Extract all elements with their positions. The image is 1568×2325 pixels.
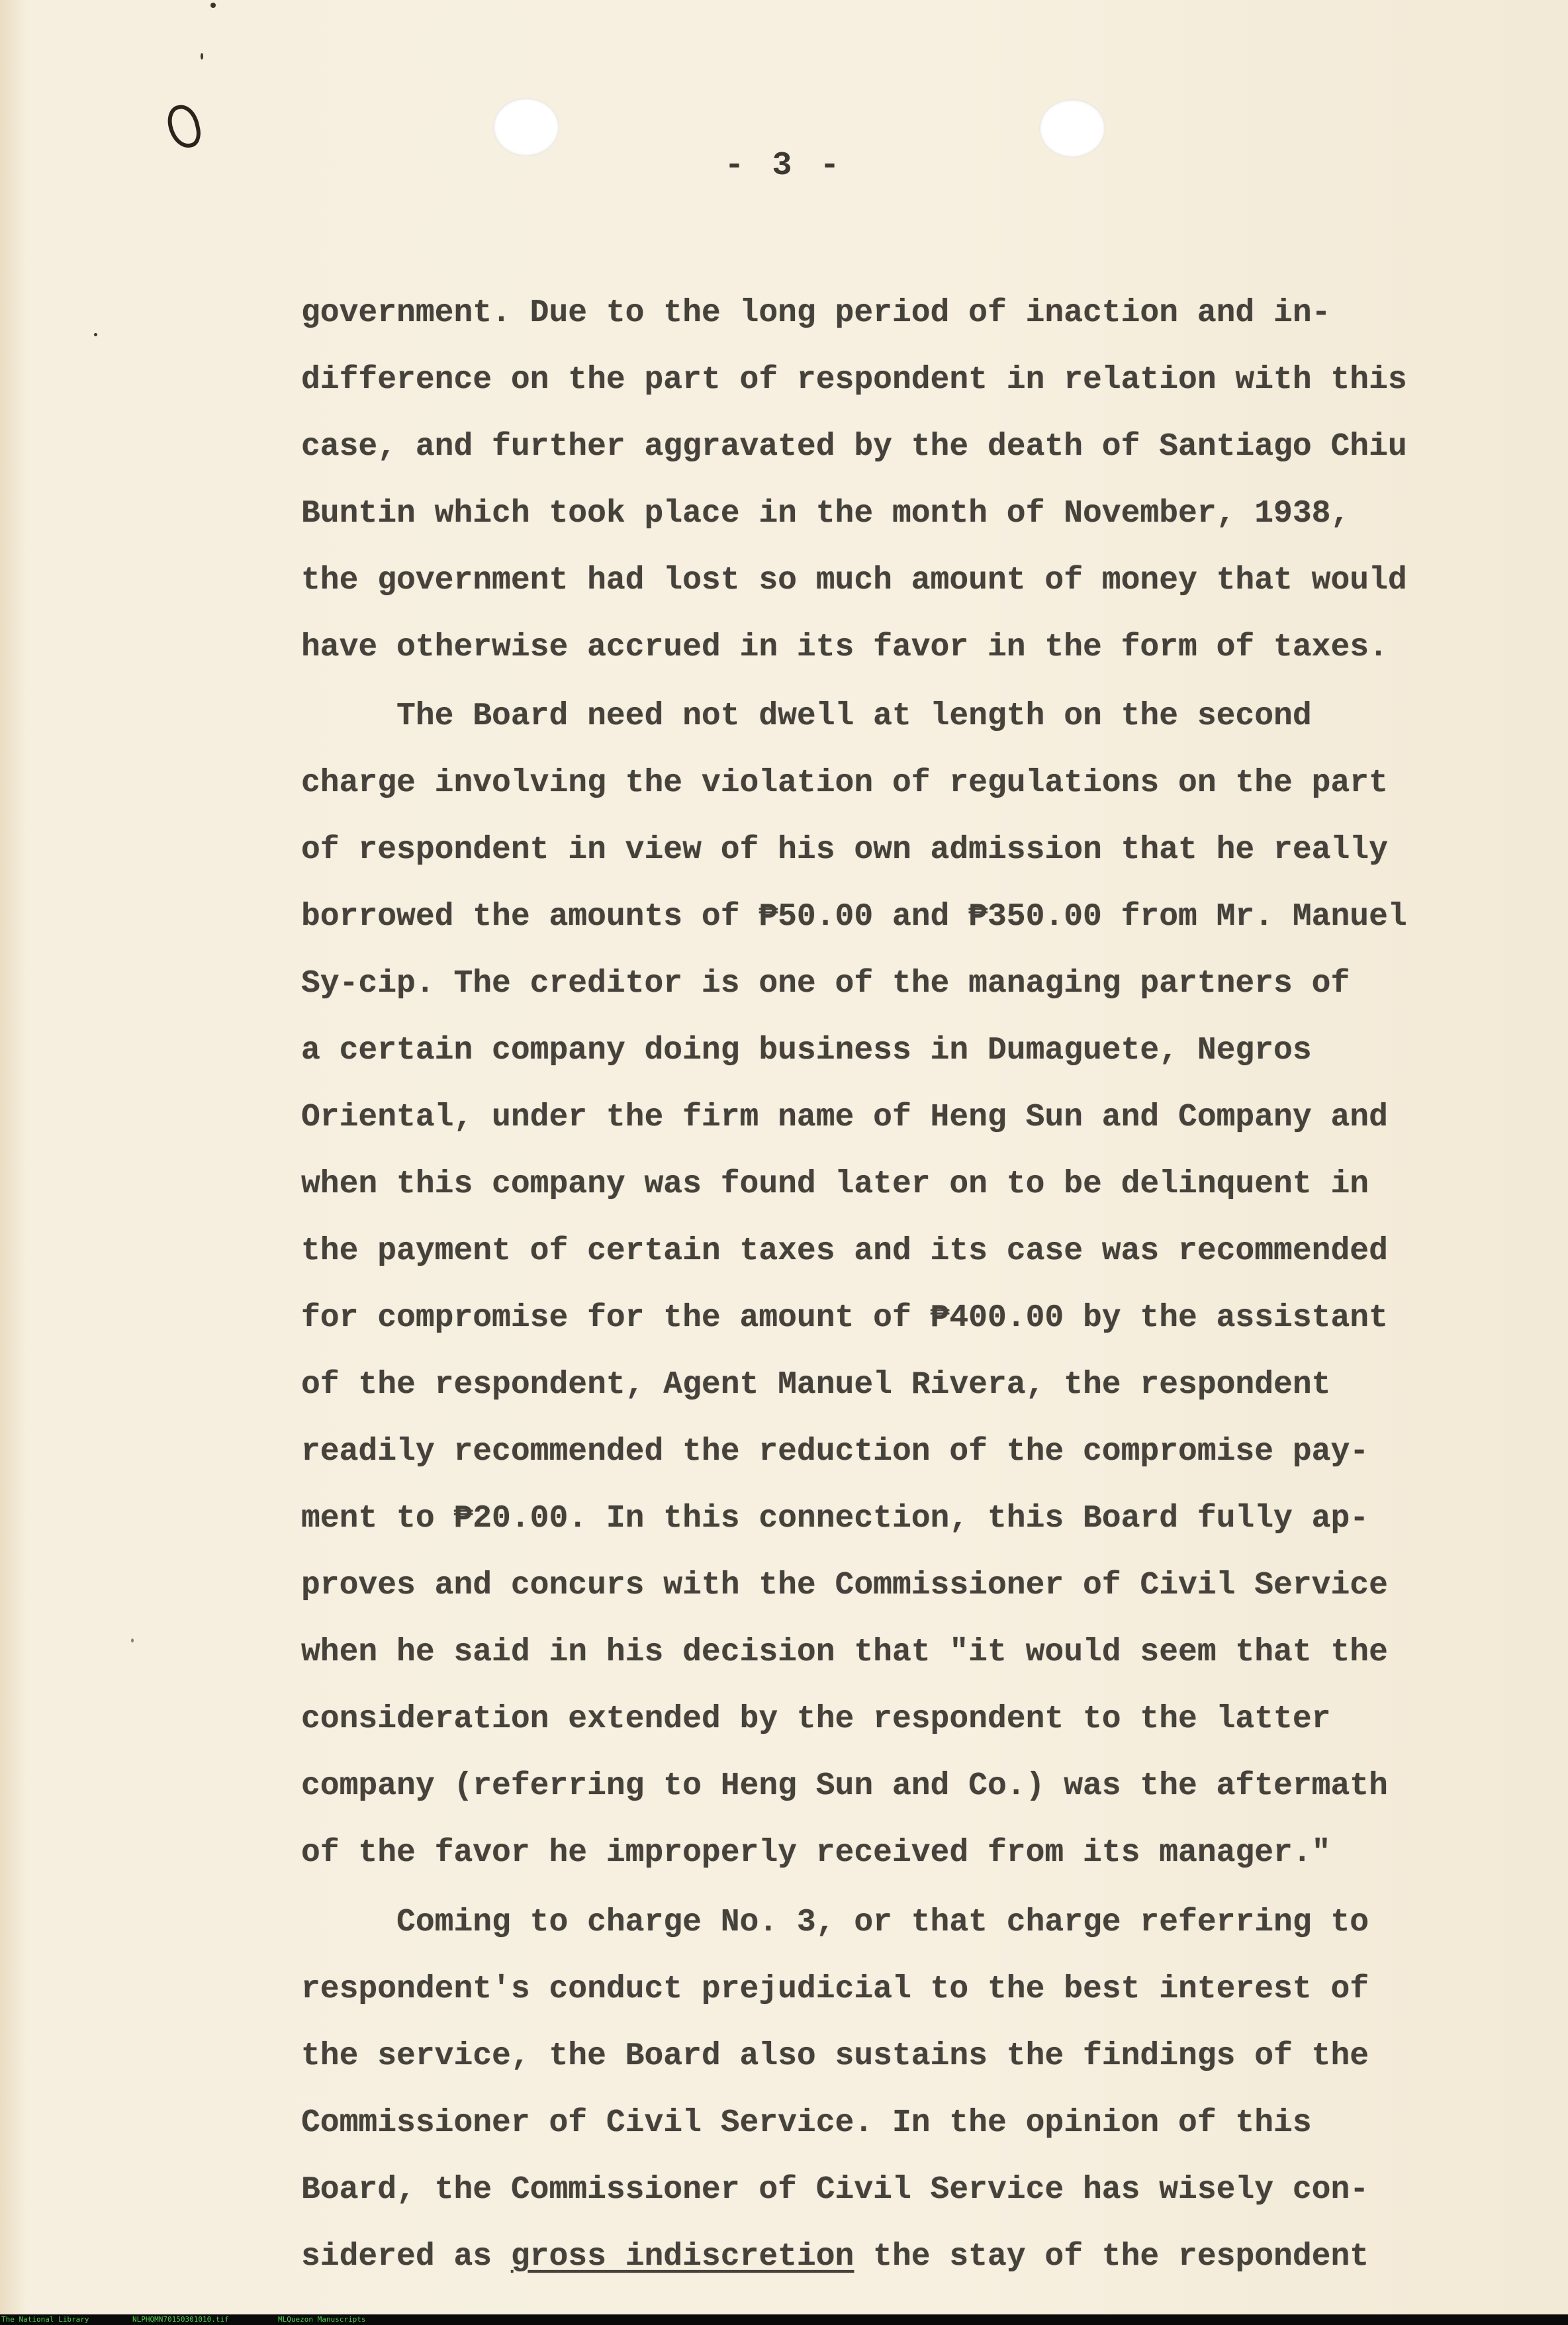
footer-collection: MLQuezon Manuscripts [278, 2315, 366, 2324]
text-line: the payment of certain taxes and its case was recommended [301, 1233, 1388, 1269]
text-line: have otherwise accrued in its favor in the form of taxes. [301, 630, 1388, 665]
text-line: of the respondent, Agent Manuel Rivera, the respondent [301, 1367, 1331, 1403]
text-line: the service, the Board also sustains the findings of the [301, 2038, 1369, 2074]
text-line: difference on the part of respondent in relation with this [301, 362, 1407, 398]
footer-filename: NLPHQMN70150301010.tif [132, 2315, 229, 2324]
paragraph-start-line: The Board need not dwell at length on the second [301, 698, 1312, 734]
ink-speck [131, 1638, 134, 1642]
text-line: government. Due to the long period of inaction and in- [301, 295, 1331, 331]
text-line: when this company was found later on to be delinquent in [301, 1166, 1369, 1202]
text-line: charge involving the violation of regulations on the part [301, 765, 1388, 801]
underlined-phrase: gross indiscretion [510, 2239, 854, 2275]
ink-speck [94, 333, 97, 336]
text-line: of respondent in view of his own admission that he really [301, 832, 1388, 868]
text-line-last [301, 2237, 1369, 2277]
archive-footer [0, 2314, 1568, 2325]
pencil-mark-icon [165, 102, 204, 151]
paragraph-start-line: Coming to charge No. 3, or that charge referring to [301, 1905, 1369, 1940]
text-line: ment to ₱20.00. In this connection, this Board fully ap- [301, 1501, 1369, 1537]
text-line: case, and further aggravated by the death of Santiago Chiu [301, 429, 1407, 465]
text-line: for compromise for the amount of ₱400.00 by the assistant [301, 1300, 1388, 1336]
text-line: company (referring to Heng Sun and Co.) was the aftermath [301, 1768, 1388, 1804]
text-line: proves and concurs with the Commissioner of Civil Service [301, 1568, 1388, 1603]
page-number: - 3 - [724, 147, 844, 185]
text-line: respondent's conduct prejudicial to the best interest of [301, 1971, 1369, 2007]
ink-speck [201, 53, 203, 60]
ink-speck [210, 3, 216, 8]
text-line: Board, the Commissioner of Civil Service has wisely con- [301, 2172, 1369, 2208]
text-line: consideration extended by the respondent to the latter [301, 1701, 1331, 1737]
text-line: readily recommended the reduction of the compromise pay- [301, 1434, 1369, 1470]
text-line: when he said in his decision that "it would seem that the [301, 1635, 1388, 1670]
text-line: borrowed the amounts of ₱50.00 and ₱350.00 from Mr. Manuel [301, 899, 1407, 935]
text-line: Commissioner of Civil Service. In the opinion of this [301, 2105, 1312, 2141]
text-line: Buntin which took place in the month of November, 1938, [301, 496, 1350, 532]
footer-institution: The National Library [1, 2315, 89, 2324]
text-line: Oriental, under the firm name of Heng Sun and Company and [301, 1100, 1388, 1135]
text-line: of the favor he improperly received from its manager." [301, 1835, 1331, 1871]
text-line: a certain company doing business in Dumaguete, Negros [301, 1033, 1312, 1068]
text-segment: sidered as [301, 2239, 511, 2275]
text-line: the government had lost so much amount of money that would [301, 563, 1407, 598]
text-segment: the stay of the respondent [854, 2239, 1369, 2275]
text-line: Sy-cip. The creditor is one of the managing partners of [301, 966, 1350, 1002]
